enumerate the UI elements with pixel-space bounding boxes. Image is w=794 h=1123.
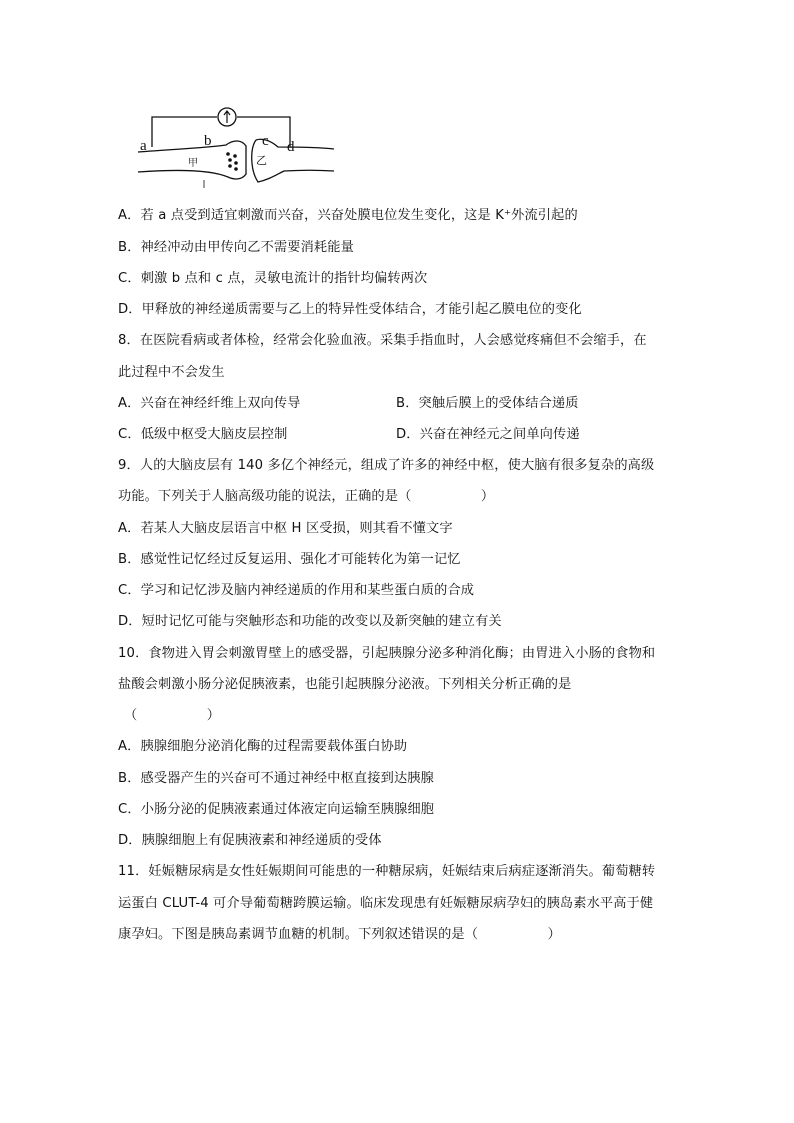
q8-option-a: A．兴奋在神经纤维上双向传导 (118, 396, 301, 411)
label-yi: 乙 (256, 155, 267, 167)
q10-option-b: B．感受器产生的兴奋可不通过神经中枢直接到达胰腺 (118, 771, 434, 786)
label-a: a (140, 138, 147, 154)
q7-option-c: C．刺激 b 点和 c 点，灵敏电流计的指针均偏转两次 (118, 271, 428, 286)
q7-option-d: D．甲释放的神经递质需要与乙上的特异性受体结合，才能引起乙膜电位的变化 (118, 302, 582, 317)
q10-stem-line3: （ ） (124, 708, 221, 723)
q8-option-d: D．兴奋在神经元之间单向传递 (396, 427, 580, 442)
q10-option-c: C．小肠分泌的促胰液素通过体液定向运输至胰腺细胞 (118, 802, 435, 817)
q7-option-a: A．若 a 点受到适宜刺激而兴奋，兴奋处膜电位发生变化，这是 K⁺外流引起的 (118, 208, 578, 223)
q8-stem-line1: 8．在医院看病或者体检，经常会化验血液。采集手指血时，人会感觉疼痛但不会缩手，在 (118, 333, 647, 348)
q8-stem-line2: 此过程中不会发生 (118, 365, 225, 380)
q9-option-b: B．感觉性记忆经过反复运用、强化才可能转化为第一记忆 (118, 552, 461, 567)
label-jia: 甲 (188, 158, 198, 169)
label-d: d (287, 139, 295, 155)
q10-stem-line1: 10．食物进入胃会刺激胃壁上的感受器，引起胰腺分泌多种消化酶；由胃进入小肠的食物和 (118, 646, 656, 661)
q10-option-d: D．胰腺细胞上有促胰液素和神经递质的受体 (118, 833, 382, 848)
q9-stem-line1: 9．人的大脑皮层有 140 多亿个神经元，组成了许多的神经中枢，使大脑有很多复杂的高级 (118, 458, 655, 473)
vesicles (226, 152, 238, 171)
q9-option-a: A．若某人大脑皮层语言中枢 H 区受损，则其看不懂文字 (118, 521, 453, 536)
q9-option-c: C．学习和记忆涉及脑内神经递质的作用和某些蛋白质的合成 (118, 583, 475, 598)
synapse-diagram (136, 100, 336, 195)
label-c: c (262, 133, 269, 149)
q7-option-b: B．神经冲动由甲传向乙不需要消耗能量 (118, 240, 354, 255)
q9-option-d: D．短时记忆可能与突触形态和功能的改变以及新突触的建立有关 (118, 614, 502, 629)
q10-stem-line2: 盐酸会刺激小肠分泌促胰液素，也能引起胰腺分泌液。下列相关分析正确的是 (118, 677, 572, 692)
q10-option-a: A．胰腺细胞分泌消化酶的过程需要载体蛋白协助 (118, 739, 408, 754)
q11-stem-line1: 11．妊娠糖尿病是女性妊娠期间可能患的一种糖尿病，妊娠结束后病症逐渐消失。葡萄糖转 (118, 864, 656, 879)
q11-stem-line2: 运蛋白 CLUT-4 可介导葡萄糖跨膜运输。临床发现患有妊娠糖尿病孕妇的胰岛素水平高于健 (118, 896, 654, 911)
q8-option-b: B．突触后膜上的受体结合递质 (396, 396, 579, 411)
q11-stem-line3: 康孕妇。下图是胰岛素调节血糖的机制。下列叙述错误的是（ ） (118, 927, 561, 942)
q9-stem-line2: 功能。下列关于人脑高级功能的说法，正确的是（ ） (118, 489, 495, 504)
q8-option-c: C．低级中枢受大脑皮层控制 (118, 427, 288, 442)
label-b: b (204, 133, 212, 149)
